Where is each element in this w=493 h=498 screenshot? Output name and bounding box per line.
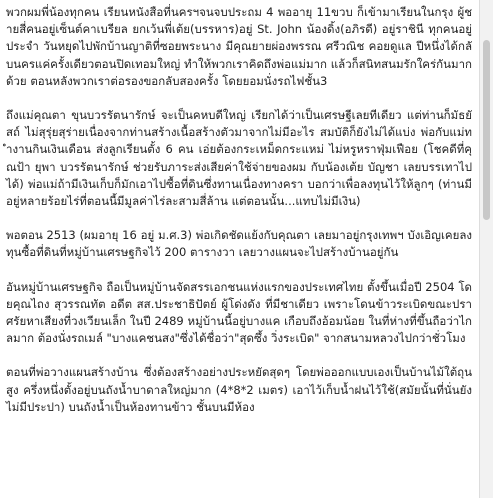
scrollbar-thumb[interactable] [483, 40, 490, 220]
paragraph-3: พอตอน 2513 (ผมอายุ 16 อยู่ ม.ศ.3) พ่อเกิดชัดแย้งกับคุณตา เลยมาอยู่กรุงเทพฯ บังเอิญเคยลงทุนซื้อที่ดินที่หมู่บ้านเศรษฐกิจไว้ 200 ตารางวา เลยวางแผนจะไปสร้างบ้านอยู่กัน [6, 228, 472, 260]
paragraph-4: อันหมู่บ้านเศรษฐกิจ ถือเป็นหมู่บ้านจัดสรรเอกชนแห่งแรกของประเทศไทย ตั้งขึ้นเมื่อปี 2504 โดยคุณไถง สุวรรณทัต อดีต สส.ประชาธิปัตย์ ผู้โด่งดัง ที่มีชาเดียว เพราะโดนข้าวระเบิดขณะปราศรัยหาเสียงที่วงเวียนเล็ก ในปี 2489 หมู่บ้านนี้อยู่บางแค เกือบถึงอ้อมน้อย ในที่ห่างที่ขึ้นถือว่าไกลมาก ต้องนั่งรถเมล์ "บางแคชนสง"ซึ่งได้ชื่อว่า"สุดซึ้ง วิ่งระเบิด" จากสนามหลวงไปกว่าชั่วโมง [6, 279, 472, 346]
paragraph-2: ถึงแม่คุณตา ขุนบวรรัตนารักษ์ จะเป็นคหบดีใหญ่ เรียกได้ว่าเป็นเศรษฐีเลยทีเดียว แต่ท่านก็มัธยัสถ์ ไม่สุรุ่ยสุร่ายเนื่องจากท่านสร้างเนื้อสร้างตัวมาจากไม่มีอะไร สมบัติก็ยังไม่ได้แบ่ง พ่อกับแม่ทำงานกินเงินเดือน ส่งลูกเรียนตั้ง 6 คน เอ่ยต้องกระเหม็ดกระแหม่ ไม่หรูหราฟุ่มเฟือย (โชคดีที่คุณป้า ยุพา บวรรัตนารักษ์ ช่วยรับภาระส่งเสียค่าใช้จ่ายของผม กับน้องเต้ย บัญชา เลยบรรเทาไปได้) พ่อแม่ถ้ามีเงินเก็บก็มักเอาไปซื้อที่ดินซึ่งทานเนื่องทางครา บอกว่าเพื่อลงทุนไว้ให้ลูกๆ (ท่านมีอยู่หลายร้อยไร่ที่ตอนนี้มีมูลค่าไร่ละสามสี่ล้าน แต่ตอนนั้น...แทบไม่มีเงิน) [6, 108, 472, 209]
vertical-scrollbar[interactable] [479, 0, 493, 498]
paragraph-1: พวกผมพี่น้องทุกคน เรียนหนังสือที่นครฯจนจบประถม 4 พออายุ 11ขวบ ก็เข้ามาเรียนในกรุง ผู้ชายสี่คนอยู่เซ็นต์คาเบรียล ยกเว้นพี่เต้ย(บรรหาร)อยู่ St. John น้องดิ้ง(อภิรดี) อยู่ราชินี ทุกคนอยู่ประจำ วันหยุดไปพักบ้านญาติที่ซอยพระนาง มีคุณยายผ่องพรรณ ศรีวณิช คอยดูแล ปีหนึ่งได้กลับนครแค่ครั้งเดียวตอนปิดเทอมใหญ่ ทำให้พวกเราคิดถึงพ่อแม่มาก แล้วก็สนิทสนมรักใคร่กันมากด้วย ตอนหลังพวกเราต่อรองขอกลับสองครั้ง โดยยอมนั่งรถไฟชั้น3 [6, 5, 472, 88]
paragraph-5: ตอนที่พ่อวางแผนสร้างบ้าน ซึ่งต้องสร้างอย่างประหยัดสุดๆ โดยพ่อออกแบบเองเป็นบ้านไม้ใต้ถุนสูง ครึ่งหนึ่งตั้งอยู่บนถังน้ำบาดาลใหญ่มาก (4*8*2 เมตร) เอาไว้เก็บน้ำฝนไว้ใช้(สมัยนั้นที่นั่นยังไม่มีประปา) บนถังน้ำเป็นห้องทานข้าว ชั้นบนมีห้อง [6, 365, 472, 414]
